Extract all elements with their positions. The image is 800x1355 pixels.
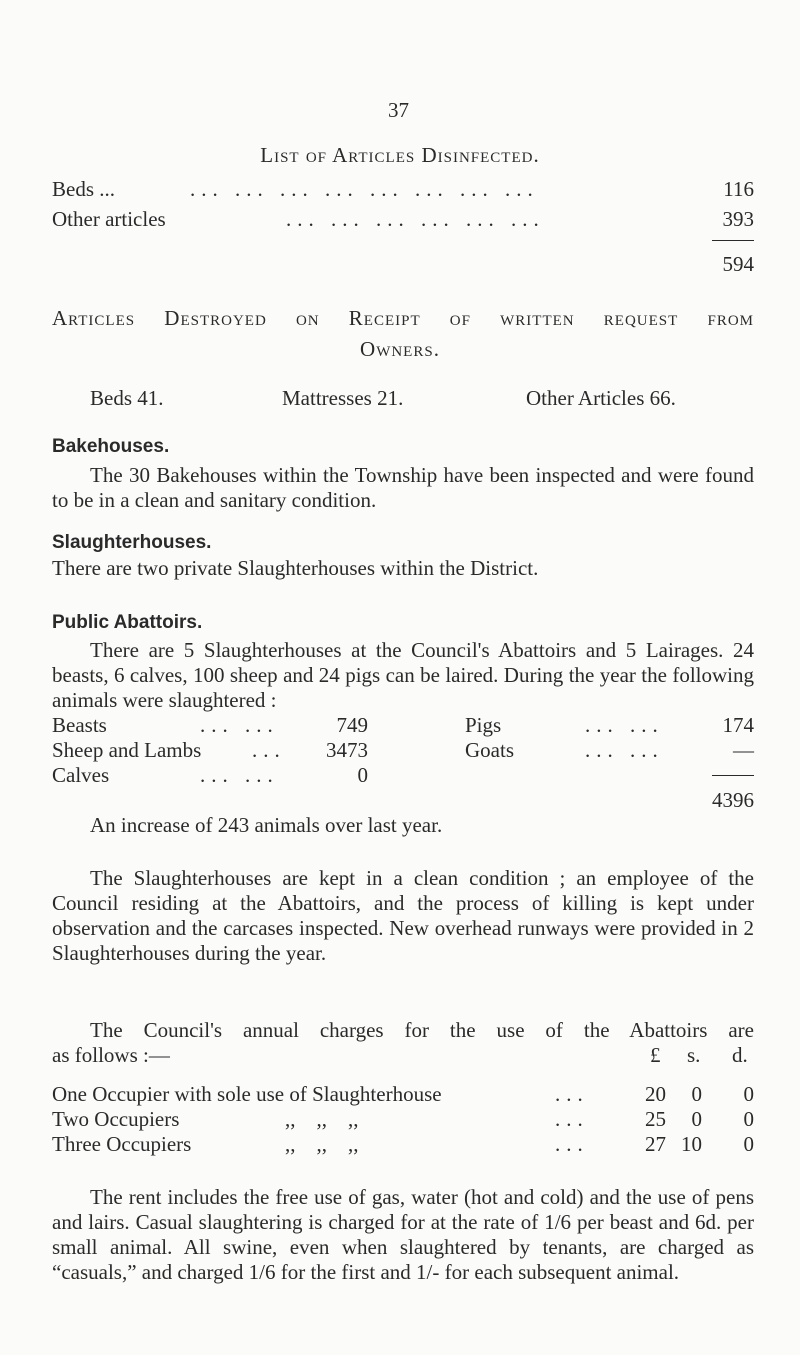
disinfected-row-label: Beds ... bbox=[52, 177, 115, 201]
charges-row-pence: 0 bbox=[743, 1082, 754, 1106]
rent-text: The rent includes the free use of gas, water (hot and cold) and the use of pens and lairs. Casual slaughtering is charged for at the rate of 1/6 per beast and 6d. per small animal. All swine, even when slaughtered by tenants, are charged as “casuals,” and charged 1/6 for the first and 1/- for each subsequent animal. bbox=[52, 1185, 754, 1284]
disinfected-title: List of Articles Disinfected. bbox=[260, 143, 540, 167]
charges-col-shillings: s. bbox=[687, 1043, 701, 1067]
charges-row-dots: ... bbox=[555, 1082, 589, 1106]
animals-sheep-label: Sheep and Lambs bbox=[52, 738, 202, 762]
abattoirs-increase: An increase of 243 animals over last year. bbox=[90, 813, 443, 837]
disinfected-total: 594 bbox=[722, 252, 754, 276]
disinfected-row-dots: ... ... ... ... ... ... ... ... bbox=[190, 177, 539, 201]
animals-beasts-dots: ... ... bbox=[200, 713, 279, 737]
charges-row-shillings: 10 bbox=[681, 1132, 702, 1156]
animals-total-rule bbox=[712, 775, 754, 776]
charges-row-shillings: 0 bbox=[691, 1107, 702, 1131]
charges-row-pounds: 27 bbox=[645, 1132, 666, 1156]
charges-row-label: Two Occupiers bbox=[52, 1107, 180, 1131]
animals-sheep-dots: ... bbox=[252, 738, 286, 762]
abattoirs-heading: Public Abattoirs. bbox=[52, 612, 203, 633]
charges-col-pence: d. bbox=[732, 1043, 748, 1067]
animals-calves-value: 0 bbox=[357, 763, 368, 787]
charges-row-ditto: ,, ,, ,, bbox=[285, 1107, 359, 1131]
destroyed-title-line1: Articles Destroyed on Receipt of written request from bbox=[52, 306, 754, 330]
charges-row-pence: 0 bbox=[743, 1107, 754, 1131]
abattoirs-intro: There are 5 Slaughterhouses at the Council's Abattoirs and 5 Lairages. 24 beasts, 6 calves, 100 sheep and 24 pigs can be laired. During the year the following animals were slaughtered : bbox=[52, 638, 754, 712]
charges-row-ditto: ,, ,, ,, bbox=[285, 1132, 359, 1156]
disinfected-row-value: 393 bbox=[722, 207, 754, 231]
charges-col-pounds: £ bbox=[650, 1043, 661, 1067]
disinfected-total-rule bbox=[712, 240, 754, 241]
abattoirs-condition: The Slaughterhouses are kept in a clean condition ; an employee of the Council residing at the Abattoirs, and the process of killing is kept under observation and the carcases inspected. New overhead runways were provided in 2 Slaughterhouses during the year. bbox=[52, 866, 754, 965]
animals-goats-value: — bbox=[733, 738, 754, 762]
disinfected-row-value: 116 bbox=[723, 177, 754, 201]
charges-row-label: One Occupier with sole use of Slaughterhouse bbox=[52, 1082, 442, 1106]
bakehouses-text: The 30 Bakehouses within the Township have been inspected and were found to be in a clean and sanitary condition. bbox=[52, 463, 754, 512]
slaughterhouses-heading: Slaughterhouses. bbox=[52, 532, 212, 553]
destroyed-title-line2: Owners. bbox=[360, 337, 440, 361]
animals-total: 4396 bbox=[712, 788, 754, 812]
animals-beasts-value: 749 bbox=[336, 713, 368, 737]
bakehouses-heading: Bakehouses. bbox=[52, 436, 170, 457]
disinfected-row-label: Other articles bbox=[52, 207, 166, 231]
charges-row-dots: ... bbox=[555, 1132, 589, 1156]
disinfected-row-dots: ... ... ... ... ... ... bbox=[286, 207, 545, 231]
animals-calves-label: Calves bbox=[52, 763, 110, 787]
destroyed-mattresses: Mattresses 21. bbox=[282, 386, 404, 410]
charges-row-shillings: 0 bbox=[691, 1082, 702, 1106]
animals-goats-dots: ... ... bbox=[585, 738, 664, 762]
charges-row-pounds: 20 bbox=[645, 1082, 666, 1106]
charges-row-pence: 0 bbox=[743, 1132, 754, 1156]
charges-intro-line1: The Council's annual charges for the use of the Abattoirs are bbox=[90, 1018, 754, 1042]
animals-sheep-value: 3473 bbox=[326, 738, 368, 762]
slaughterhouses-text: There are two private Slaughterhouses within the District. bbox=[52, 556, 539, 580]
charges-row-label: Three Occupiers bbox=[52, 1132, 192, 1156]
charges-row-dots: ... bbox=[555, 1107, 589, 1131]
page-number: 37 bbox=[388, 98, 409, 122]
animals-pigs-label: Pigs bbox=[465, 713, 502, 737]
animals-pigs-dots: ... ... bbox=[585, 713, 664, 737]
animals-pigs-value: 174 bbox=[722, 713, 754, 737]
animals-calves-dots: ... ... bbox=[200, 763, 279, 787]
destroyed-other: Other Articles 66. bbox=[526, 386, 676, 410]
animals-beasts-label: Beasts bbox=[52, 713, 107, 737]
charges-intro-line2: as follows :— bbox=[52, 1043, 170, 1067]
charges-row-pounds: 25 bbox=[645, 1107, 666, 1131]
destroyed-beds: Beds 41. bbox=[90, 386, 164, 410]
animals-goats-label: Goats bbox=[465, 738, 514, 762]
